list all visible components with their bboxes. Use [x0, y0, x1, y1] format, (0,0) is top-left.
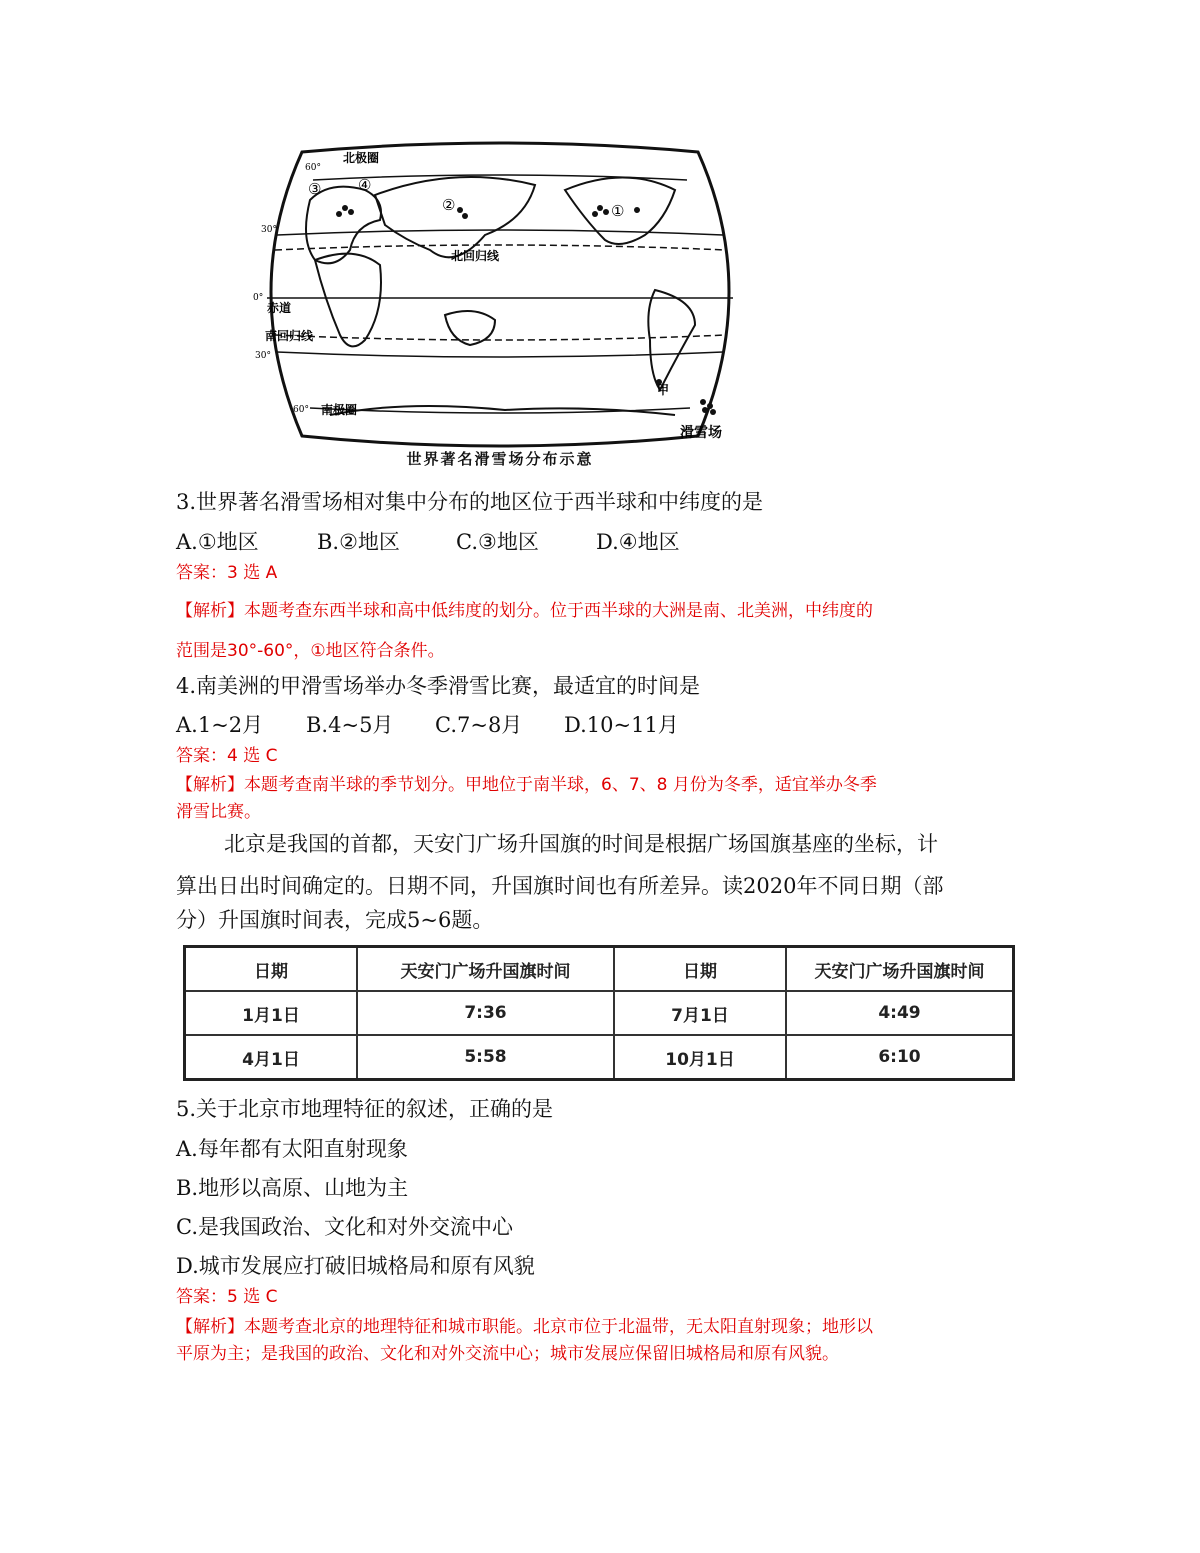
- q4-explanation-line2: 滑雪比赛。: [176, 802, 261, 822]
- table-header-date-2: 日期: [614, 947, 786, 992]
- table-row: [185, 991, 1014, 1035]
- label-jia: 甲: [657, 383, 670, 397]
- q4-option-a: A.1~2月: [176, 713, 264, 737]
- label-region-3: ③: [308, 180, 322, 198]
- label-tropic-cancer: 北回归线: [451, 249, 500, 263]
- table-cell: 6:10: [786, 1035, 1014, 1080]
- label-region-1: ①: [611, 202, 625, 220]
- q3-option-b: B.②地区: [317, 530, 400, 554]
- q4-answer: 答案：4 选 C: [176, 746, 278, 766]
- europe-shape: [306, 187, 381, 264]
- q5-answer: 答案：5 选 C: [176, 1287, 278, 1307]
- tropic-cancer-line: [275, 245, 725, 250]
- q4-stem: 4.南美洲的甲滑雪场举办冬季滑雪比赛，最适宜的时间是: [176, 674, 701, 698]
- q3-explanation-line1: 【解析】本题考查东西半球和高中低纬度的划分。位于西半球的大洲是南、北美洲，中纬度的: [176, 601, 873, 621]
- label-region-2: ②: [442, 196, 456, 214]
- q5-option-a: A.每年都有太阳直射现象: [176, 1137, 408, 1161]
- q4-option-d: D.10~11月: [564, 713, 679, 737]
- label-equator: 赤道: [267, 301, 292, 315]
- table-header-row: [185, 947, 1014, 992]
- table-header-date-1: 日期: [185, 947, 358, 992]
- table-cell: 4:49: [786, 991, 1014, 1035]
- table-row: [185, 1035, 1014, 1080]
- q4-option-c: C.7~8月: [435, 713, 523, 737]
- q5-option-c: C.是我国政治、文化和对外交流中心: [176, 1215, 513, 1239]
- q5-stem: 5.关于北京市地理特征的叙述，正确的是: [176, 1097, 554, 1121]
- passage-line1: 北京是我国的首都，天安门广场升国旗的时间是根据广场国旗基座的坐标，计: [224, 832, 938, 856]
- label-30s: 30°: [255, 351, 271, 361]
- q5-option-b: B.地形以高原、山地为主: [176, 1176, 409, 1200]
- legend-label: 滑雪场: [680, 425, 722, 441]
- label-60n: 60°: [305, 163, 321, 173]
- q3-option-c: C.③地区: [456, 530, 539, 554]
- label-tropic-capricorn: 南回归线: [265, 329, 314, 343]
- q4-explanation-line1: 【解析】本题考查南半球的季节划分。甲地位于南半球，6、7、8 月份为冬季，适宜举办冬季: [176, 775, 877, 795]
- q5-option-d: D.城市发展应打破旧城格局和原有风貌: [176, 1254, 535, 1278]
- q3-explanation-line2: 范围是30°-60°，①地区符合条件。: [176, 641, 445, 661]
- table-header-time-1: 天安门广场升国旗时间: [357, 947, 614, 992]
- passage-line2: 算出日出时间确定的。日期不同，升国旗时间也有所差异。读2020年不同日期（部: [176, 874, 944, 898]
- table-header-time-2: 天安门广场升国旗时间: [786, 947, 1014, 992]
- label-arctic-circle: 北极圈: [343, 151, 380, 165]
- label-60s: 60°: [293, 405, 309, 415]
- world-map: [255, 140, 745, 472]
- passage-line3: 分）升国旗时间表，完成5~6题。: [176, 908, 494, 932]
- label-30n: 30°: [261, 225, 277, 235]
- q3-option-a: A.①地区: [176, 530, 259, 554]
- table-cell: 1月1日: [185, 991, 358, 1035]
- label-region-4: ④: [358, 176, 372, 194]
- label-antarctic-circle: 南极圈: [321, 403, 358, 417]
- q3-answer: 答案：3 选 A: [176, 563, 278, 583]
- q5-explanation-line1: 【解析】本题考查北京的地理特征和城市职能。北京市位于北温带，无太阳直射现象；地形以: [176, 1317, 873, 1337]
- q3-option-d: D.④地区: [596, 530, 680, 554]
- africa-shape: [315, 254, 381, 347]
- q5-explanation-line2: 平原为主；是我国的政治、文化和对外交流中心；城市发展应保留旧城格局和原有风貌。: [176, 1344, 839, 1364]
- south-america-shape: [648, 290, 695, 390]
- map-outline: [271, 143, 729, 446]
- map-caption: 世界著名滑雪场分布示意: [406, 450, 594, 468]
- label-0: 0°: [253, 293, 264, 303]
- table-cell: 4月1日: [185, 1035, 358, 1080]
- q3-stem: 3.世界著名滑雪场相对集中分布的地区位于西半球和中纬度的是: [176, 490, 764, 514]
- table-cell: 10月1日: [614, 1035, 786, 1080]
- table-cell: 5:58: [357, 1035, 614, 1080]
- ski-resort-map-figure: [255, 140, 745, 472]
- table-cell: 7:36: [357, 991, 614, 1035]
- q4-option-b: B.4~5月: [306, 713, 394, 737]
- flag-raising-table: [183, 945, 1015, 1081]
- table-cell: 7月1日: [614, 991, 786, 1035]
